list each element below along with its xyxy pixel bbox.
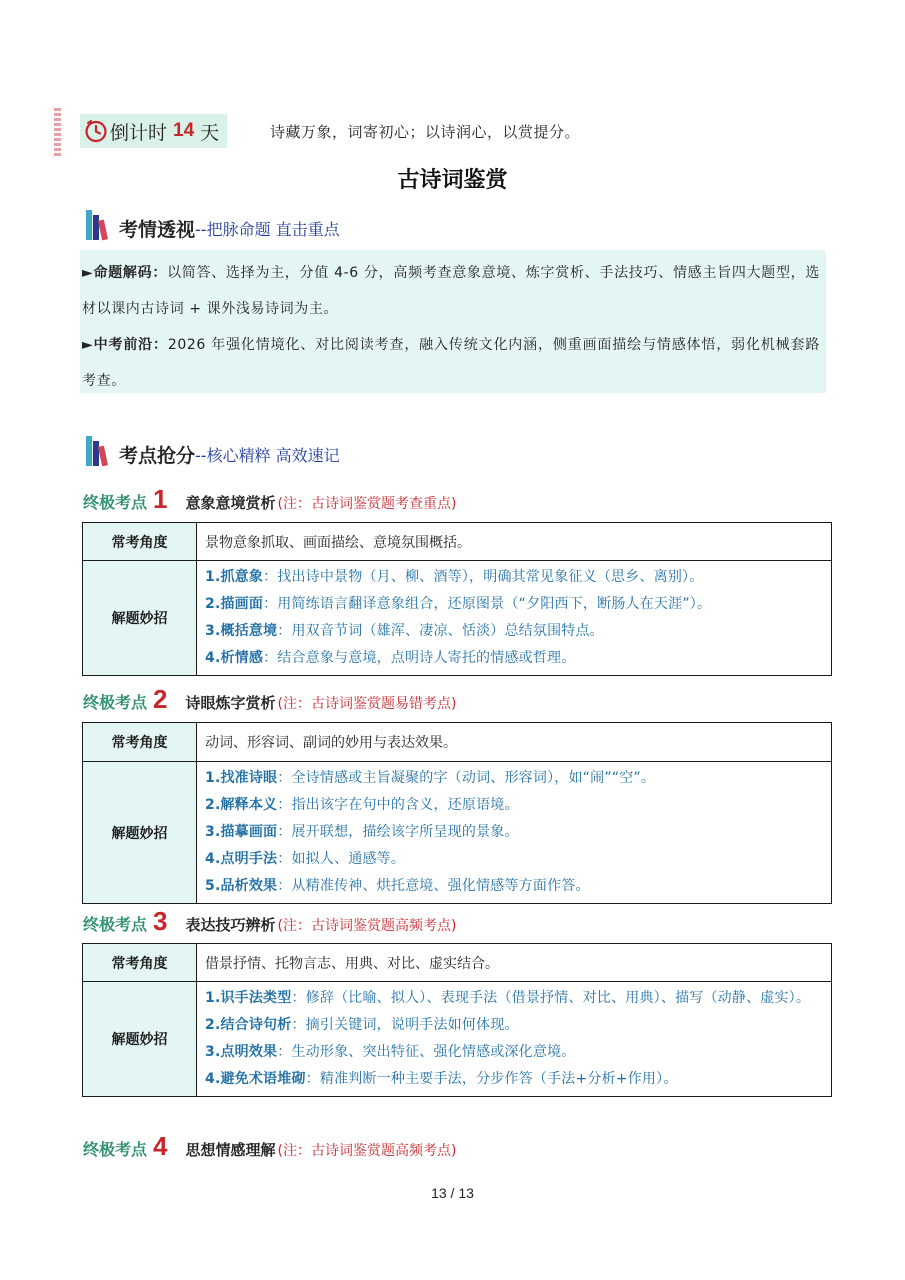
method-steps	[197, 982, 831, 1096]
books-icon	[83, 434, 117, 468]
method-steps	[197, 561, 831, 675]
table-row	[83, 981, 831, 1096]
step-lead: 2.结合诗句析	[205, 1017, 292, 1033]
countdown-prefix: 倒计时	[110, 121, 168, 144]
countdown-days: 14	[173, 120, 195, 141]
step-text: ：结合意象与意境，点明诗人寄托的情感或哲理。	[263, 650, 576, 666]
step-text: ：找出诗中景物（月、柳、酒等），明确其常见象征义（思乡、离别）。	[263, 569, 704, 585]
point-name: 诗眼炼字赏析	[185, 694, 276, 712]
slogan: 诗藏万象，词寄初心；以诗润心，以赏提分。	[270, 123, 581, 141]
point-number: 3	[153, 906, 168, 936]
countdown-unit: 天	[200, 121, 220, 144]
step-text: ：全诗情感或主旨凝聚的字（动词、形容词），如“闹”“空”。	[277, 770, 656, 786]
section-heading-exam-analysis	[83, 208, 340, 242]
method-step	[205, 645, 823, 672]
point-name: 思想情感理解	[185, 1141, 276, 1159]
angle-text: 借景抒情、托物言志、用典、对比、虚实结合。	[205, 955, 499, 972]
step-text: ：从精准传神、烘托意境、强化情感等方面作答。	[277, 878, 590, 894]
clock-icon	[84, 119, 108, 143]
point-note: (注：古诗词鉴赏题考查重点)	[277, 496, 457, 512]
angle-label: 常考角度	[83, 944, 197, 981]
angle-label: 常考角度	[83, 723, 197, 761]
step-lead: 4.避免术语堆砌	[205, 1071, 306, 1087]
step-text: ：精准判断一种主要手法，分步作答（手法+分析+作用）。	[305, 1071, 678, 1087]
method-steps	[197, 762, 831, 903]
step-lead: 1.识手法类型	[205, 990, 292, 1006]
point-name: 意象意境赏析	[185, 494, 276, 512]
point-heading	[83, 484, 456, 515]
step-text: ：修辞（比喻、拟人）、表现手法（借景抒情、对比、用典）、描写（动静、虚实）。	[291, 990, 811, 1006]
method-step	[205, 846, 823, 873]
table-row	[83, 761, 831, 903]
point-table	[82, 522, 832, 676]
section-subtitle: --核心精粹 高效速记	[195, 446, 340, 465]
method-label: 解题妙招	[83, 561, 197, 675]
point-note: (注：古诗词鉴赏题高频考点)	[277, 918, 457, 934]
point-number: 4	[153, 1131, 168, 1161]
section-subtitle: --把脉命题 直击重点	[195, 220, 340, 239]
step-lead: 2.解释本义	[205, 797, 278, 813]
step-lead: 1.抓意象	[205, 569, 264, 585]
step-lead: 3.点明效果	[205, 1044, 278, 1060]
step-lead: 5.品析效果	[205, 878, 278, 894]
method-step	[205, 1066, 823, 1093]
angle-text: 动词、形容词、副词的妙用与表达效果。	[205, 735, 457, 751]
point-heading	[83, 684, 456, 715]
point-prefix: 终极考点	[83, 1140, 148, 1159]
intro-lead: ►命题解码：	[82, 265, 168, 281]
table-row	[83, 523, 831, 560]
method-step	[205, 591, 823, 618]
step-lead: 1.找准诗眼	[205, 770, 278, 786]
method-label: 解题妙招	[83, 762, 197, 903]
exam-analysis-panel	[80, 250, 826, 393]
point-prefix: 终极考点	[83, 493, 148, 512]
point-heading	[83, 1131, 456, 1162]
angle-label: 常考角度	[83, 523, 197, 560]
point-number: 1	[153, 484, 168, 514]
intro-lead: ►中考前沿：	[82, 337, 168, 353]
method-label: 解题妙招	[83, 982, 197, 1096]
method-step	[205, 564, 823, 591]
intro-paragraph	[82, 327, 820, 399]
intro-text: 2026 年强化情境化、对比阅读考查，融入传统文化内涵，侧重画面描绘与情感体悟，弱化机械套路考查。	[82, 337, 820, 389]
books-icon	[83, 208, 117, 242]
angle-text: 景物意象抓取、画面描绘、意境氛围概括。	[205, 534, 471, 551]
table-row	[83, 944, 831, 981]
step-text: ：指出该字在句中的含义，还原语境。	[277, 797, 519, 813]
step-lead: 2.描画面	[205, 596, 264, 612]
step-lead: 3.描摹画面	[205, 824, 278, 840]
step-text: ：如拟人、通感等。	[277, 851, 406, 867]
point-name: 表达技巧辨析	[185, 916, 276, 934]
section-heading-key-points	[83, 434, 340, 468]
method-step	[205, 1012, 823, 1039]
point-table	[82, 943, 832, 1097]
section-title: 考情透视	[119, 219, 196, 241]
intro-text: 以简答、选择为主，分值 4-6 分，高频考查意象意境、炼字赏析、手法技巧、情感主旨四大题型，选材以课内古诗词 + 课外浅易诗词为主。	[82, 265, 820, 317]
point-number: 2	[153, 684, 168, 714]
method-step	[205, 792, 823, 819]
method-step	[205, 985, 823, 1012]
point-note: (注：古诗词鉴赏题高频考点)	[277, 1143, 457, 1159]
point-note: (注：古诗词鉴赏题易错考点)	[277, 696, 457, 712]
table-row	[83, 560, 831, 675]
table-row	[83, 723, 831, 761]
point-table	[82, 722, 832, 904]
point-heading	[83, 906, 456, 937]
step-lead: 4.点明手法	[205, 851, 278, 867]
method-step	[205, 765, 823, 792]
countdown-badge	[80, 114, 227, 148]
decorative-stripe	[54, 108, 61, 156]
step-lead: 3.概括意境	[205, 623, 278, 639]
page-title: 古诗词鉴赏	[397, 168, 508, 193]
method-step	[205, 819, 823, 846]
step-text: ：用简练语言翻译意象组合，还原图景（“夕阳西下，断肠人在天涯”）。	[263, 596, 712, 612]
step-text: ：用双音节词（雄浑、凄凉、恬淡）总结氛围特点。	[277, 623, 604, 639]
method-step	[205, 618, 823, 645]
method-step	[205, 873, 823, 900]
page-number: 13 / 13	[431, 1185, 474, 1201]
step-text: ：展开联想，描绘该字所呈现的景象。	[277, 824, 519, 840]
method-step	[205, 1039, 823, 1066]
intro-paragraph	[82, 255, 820, 327]
point-prefix: 终极考点	[83, 915, 148, 934]
step-text: ：生动形象、突出特征、强化情感或深化意境。	[277, 1044, 576, 1060]
step-text: ：摘引关键词，说明手法如何体现。	[291, 1017, 519, 1033]
section-title: 考点抢分	[119, 445, 196, 467]
step-lead: 4.析情感	[205, 650, 264, 666]
point-prefix: 终极考点	[83, 693, 148, 712]
